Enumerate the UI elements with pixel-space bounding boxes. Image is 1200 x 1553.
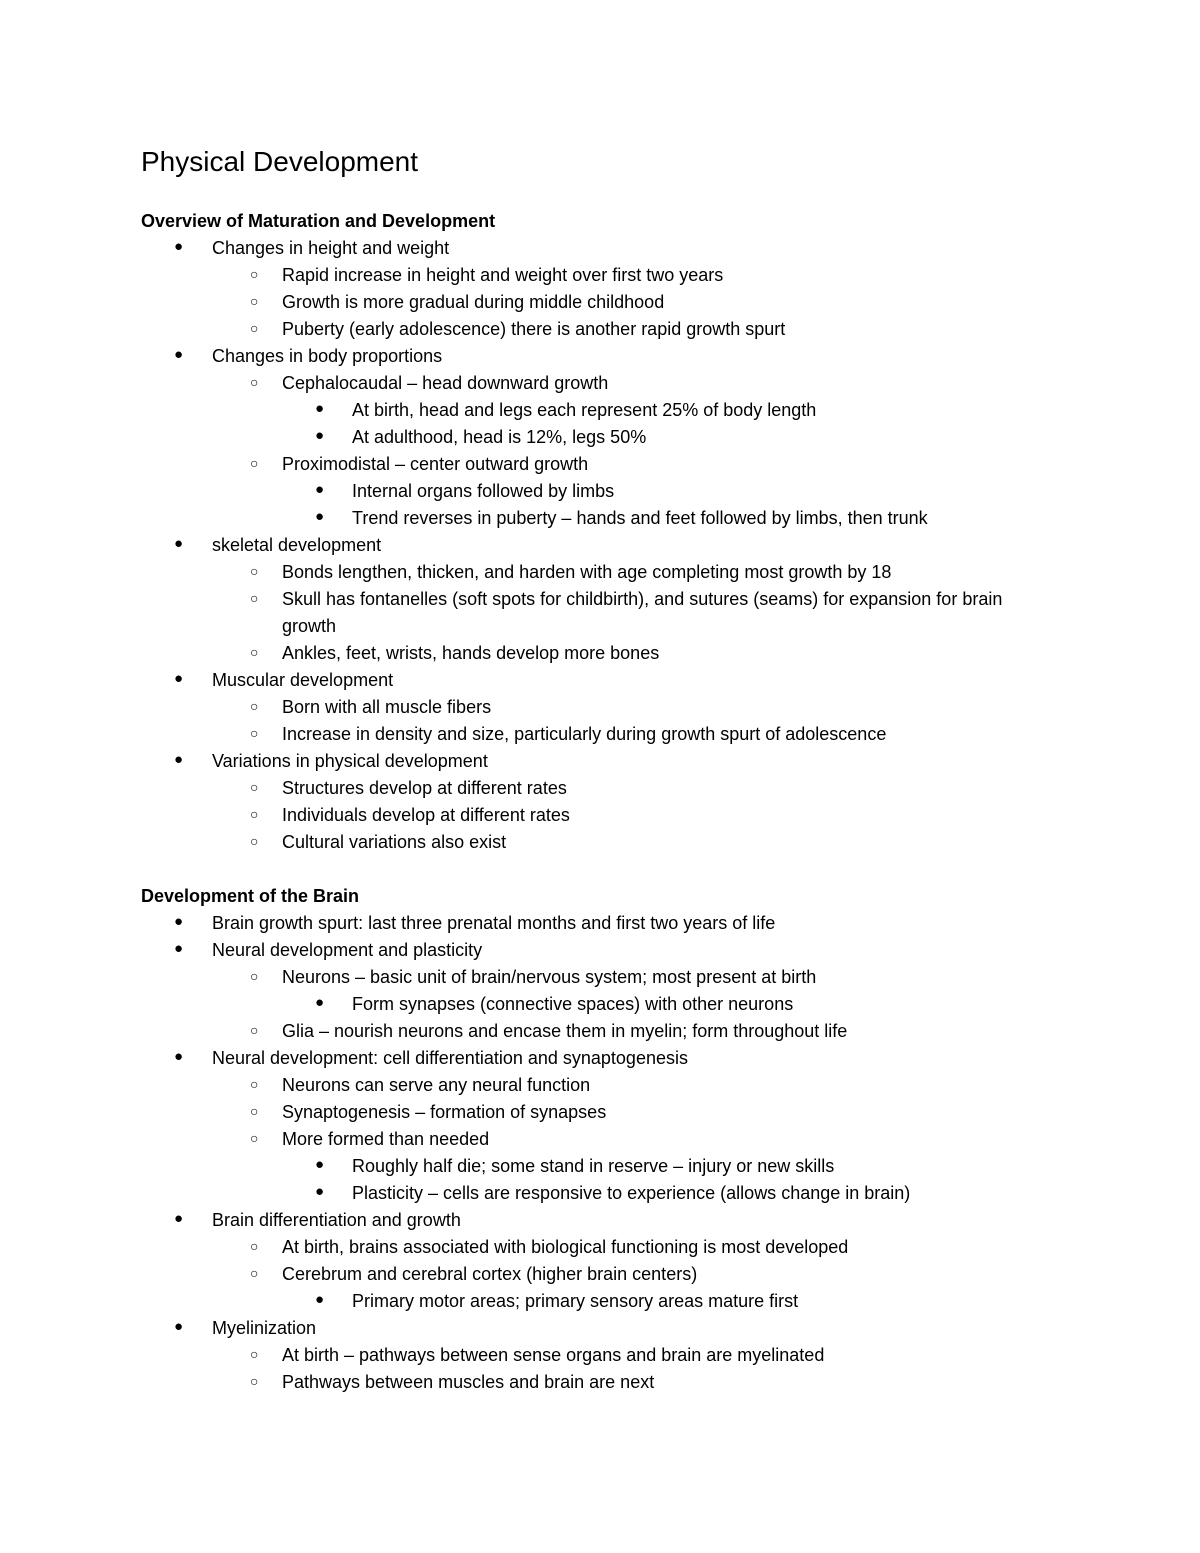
list-item: ● At birth, head and legs each represent 25% of body length — [141, 397, 1041, 424]
list-item: ○ Pathways between muscles and brain are next — [141, 1369, 1041, 1396]
list-item: ● Trend reverses in puberty – hands and feet followed by limbs, then trunk — [141, 505, 1041, 532]
bullet-icon: ● — [315, 1291, 325, 1308]
circle-bullet-icon: ○ — [250, 1265, 259, 1281]
section-spacer — [141, 856, 1041, 883]
list-item: ● Neural development: cell differentiation and synaptogenesis — [141, 1045, 1041, 1072]
bullet-icon: ● — [315, 1156, 325, 1173]
list-item: ○ Puberty (early adolescence) there is another rapid growth spurt — [141, 316, 1041, 343]
list-item: ○ Cerebrum and cerebral cortex (higher brain centers) — [141, 1261, 1041, 1288]
circle-bullet-icon: ○ — [250, 590, 259, 606]
circle-bullet-icon: ○ — [250, 1076, 259, 1092]
list-item: ○ Ankles, feet, wrists, hands develop more bones — [141, 640, 1041, 667]
circle-bullet-icon: ○ — [250, 1130, 259, 1146]
section-brain — [141, 883, 1041, 1396]
list-item: ○ Glia – nourish neurons and encase them in myelin; form throughout life — [141, 1018, 1041, 1045]
circle-bullet-icon: ○ — [250, 833, 259, 849]
list-item: ● Muscular development — [141, 667, 1041, 694]
circle-bullet-icon: ○ — [250, 1346, 259, 1362]
circle-bullet-icon: ○ — [250, 806, 259, 822]
section-heading: Overview of Maturation and Development — [141, 211, 496, 231]
list-item: ○ Structures develop at different rates — [141, 775, 1041, 802]
circle-bullet-icon: ○ — [250, 563, 259, 579]
circle-bullet-icon: ○ — [250, 293, 259, 309]
list-item: ○ Rapid increase in height and weight over first two years — [141, 262, 1041, 289]
bullet-icon: ● — [174, 1048, 184, 1065]
bullet-icon: ● — [174, 913, 184, 930]
bullet-icon: ● — [174, 346, 184, 363]
circle-bullet-icon: ○ — [250, 698, 259, 714]
circle-bullet-icon: ○ — [250, 779, 259, 795]
page-title: Physical Development — [141, 146, 419, 177]
list-item: ○ Individuals develop at different rates — [141, 802, 1041, 829]
list-item: ● skeletal development — [141, 532, 1041, 559]
list-item: ○ Synaptogenesis – formation of synapses — [141, 1099, 1041, 1126]
document-page — [141, 140, 1041, 1396]
circle-bullet-icon: ○ — [250, 1373, 259, 1389]
list-item: ○ At birth, brains associated with biological functioning is most developed — [141, 1234, 1041, 1261]
list-item: ● Variations in physical development — [141, 748, 1041, 775]
bullet-icon: ● — [174, 535, 184, 552]
bullet-icon: ● — [315, 1183, 325, 1200]
bullet-icon: ● — [174, 1210, 184, 1227]
circle-bullet-icon: ○ — [250, 320, 259, 336]
list-item: ○ More formed than needed — [141, 1126, 1041, 1153]
list-item: ○ Neurons – basic unit of brain/nervous system; most present at birth — [141, 964, 1041, 991]
bullet-icon: ● — [174, 1318, 184, 1335]
section-heading: Development of the Brain — [141, 886, 360, 906]
bullet-list — [141, 910, 1041, 1396]
list-item: ● Brain growth spurt: last three prenatal months and first two years of life — [141, 910, 1041, 937]
list-item: ○ Proximodistal – center outward growth — [141, 451, 1041, 478]
list-item: ● Changes in height and weight — [141, 235, 1041, 262]
list-item: ○ Skull has fontanelles (soft spots for childbirth), and sutures (seams) for expansion for brain growth — [141, 586, 1041, 640]
list-item: ○ Cephalocaudal – head downward growth — [141, 370, 1041, 397]
circle-bullet-icon: ○ — [250, 644, 259, 660]
bullet-icon: ● — [315, 400, 325, 417]
list-item: ● Primary motor areas; primary sensory areas mature first — [141, 1288, 1041, 1315]
list-item: ○ Increase in density and size, particularly during growth spurt of adolescence — [141, 721, 1041, 748]
list-item: ● Brain differentiation and growth — [141, 1207, 1041, 1234]
circle-bullet-icon: ○ — [250, 374, 259, 390]
list-item: ○ Neurons can serve any neural function — [141, 1072, 1041, 1099]
list-item: ● Form synapses (connective spaces) with other neurons — [141, 991, 1041, 1018]
list-item: ● Plasticity – cells are responsive to experience (allows change in brain) — [141, 1180, 1041, 1207]
list-item: ● Internal organs followed by limbs — [141, 478, 1041, 505]
circle-bullet-icon: ○ — [250, 1238, 259, 1254]
list-item: ● Changes in body proportions — [141, 343, 1041, 370]
list-item: ● Myelinization — [141, 1315, 1041, 1342]
circle-bullet-icon: ○ — [250, 725, 259, 741]
circle-bullet-icon: ○ — [250, 455, 259, 471]
circle-bullet-icon: ○ — [250, 266, 259, 282]
list-item: ● At adulthood, head is 12%, legs 50% — [141, 424, 1041, 451]
bullet-icon: ● — [174, 940, 184, 957]
circle-bullet-icon: ○ — [250, 968, 259, 984]
list-item: ○ Born with all muscle fibers — [141, 694, 1041, 721]
list-item: ○ At birth – pathways between sense organs and brain are myelinated — [141, 1342, 1041, 1369]
list-item: ● Roughly half die; some stand in reserve – injury or new skills — [141, 1153, 1041, 1180]
list-item: ○ Growth is more gradual during middle childhood — [141, 289, 1041, 316]
bullet-icon: ● — [174, 238, 184, 255]
bullet-icon: ● — [174, 670, 184, 687]
bullet-list — [141, 235, 1041, 856]
circle-bullet-icon: ○ — [250, 1022, 259, 1038]
section-overview — [141, 208, 1041, 856]
list-item: ○ Bonds lengthen, thicken, and harden with age completing most growth by 18 — [141, 559, 1041, 586]
bullet-icon: ● — [315, 427, 325, 444]
bullet-icon: ● — [174, 751, 184, 768]
circle-bullet-icon: ○ — [250, 1103, 259, 1119]
list-item: ● Neural development and plasticity — [141, 937, 1041, 964]
list-item: ○ Cultural variations also exist — [141, 829, 1041, 856]
bullet-icon: ● — [315, 508, 325, 525]
bullet-icon: ● — [315, 994, 325, 1011]
bullet-icon: ● — [315, 481, 325, 498]
